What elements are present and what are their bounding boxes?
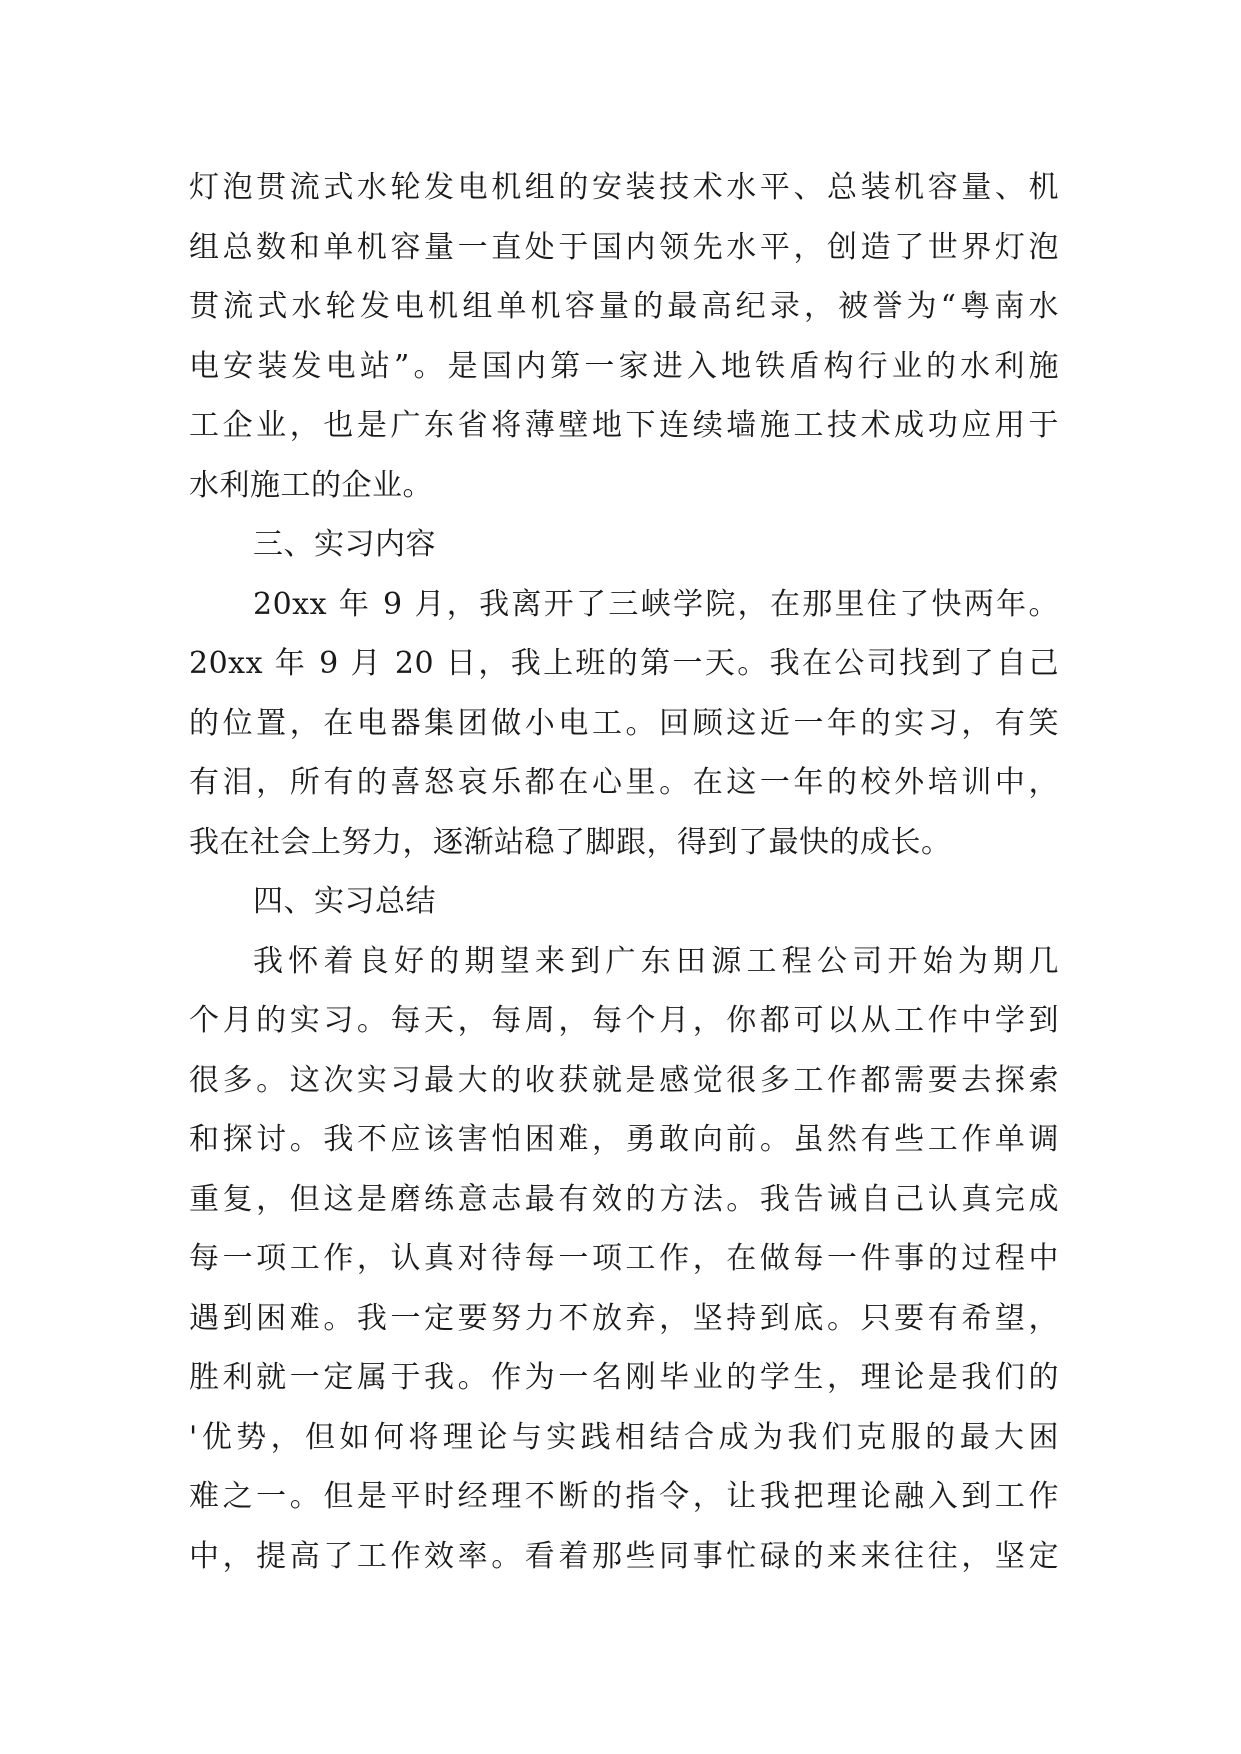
paragraph-line: 遇到困难。我一定要努力不放弃，坚持到底。只要有希望， <box>189 1300 1059 1336</box>
body-text <box>189 158 1059 1586</box>
paragraph-line: 组总数和单机容量一直处于国内领先水平，创造了世界灯泡 <box>189 229 1059 265</box>
paragraph-line: 我在社会上努力，逐渐站稳了脚跟，得到了最快的成长。 <box>189 824 952 860</box>
paragraph-line: 20xx 年 9 月，我离开了三峡学院，在那里住了快两年。 <box>253 586 1059 622</box>
paragraph-line: 胜利就一定属于我。作为一名刚毕业的学生，理论是我们的 <box>189 1360 1059 1395</box>
paragraph-line: 每一项工作，认真对待每一项工作，在做每一件事的过程中 <box>189 1241 1059 1276</box>
paragraph-line: 和探讨。我不应该害怕困难，勇敢向前。虽然有些工作单调 <box>189 1122 1059 1157</box>
paragraph-line: 的位置，在电器集团做小电工。回顾这近一年的实习，有笑 <box>189 705 1059 741</box>
paragraph-line: 中，提高了工作效率。看着那些同事忙碌的来来往往，坚定 <box>189 1538 1059 1574</box>
paragraph-line: 难之一。但是平时经理不断的指令，让我把理论融入到工作 <box>189 1479 1059 1514</box>
paragraph-line: 灯泡贯流式水轮发电机组的安装技术水平、总装机容量、机 <box>189 170 1059 205</box>
paragraph-line: 电安装发电站”。是国内第一家进入地铁盾构行业的水利施 <box>189 348 1059 384</box>
paragraph-line: 水利施工的企业。 <box>189 467 433 503</box>
paragraph-line: 很多。这次实习最大的收获就是感觉很多工作都需要去探索 <box>189 1062 1059 1098</box>
paragraph-line: 个月的实习。每天，每周，每个月，你都可以从工作中学到 <box>189 1003 1059 1038</box>
paragraph-line: 工企业，也是广东省将薄壁地下连续墙施工技术成功应用于 <box>189 408 1059 443</box>
paragraph-line: 有泪，所有的喜怒哀乐都在心里。在这一年的校外培训中， <box>189 765 1059 800</box>
paragraph-line: 我怀着良好的期望来到广东田源工程公司开始为期几 <box>253 943 1059 979</box>
paragraph-line: '优势，但如何将理论与实践相结合成为我们克服的最大困 <box>189 1419 1059 1455</box>
section-heading: 四、实习总结 <box>253 884 436 919</box>
paragraph-line: 重复，但这是磨练意志最有效的方法。我告诫自己认真完成 <box>189 1181 1059 1217</box>
section-heading: 三、实习内容 <box>253 527 436 562</box>
paragraph-line: 20xx 年 9 月 20 日，我上班的第一天。我在公司找到了自己 <box>189 646 1059 681</box>
paragraph-line: 贯流式水轮发电机组单机容量的最高纪录，被誉为“粤南水 <box>189 289 1059 324</box>
